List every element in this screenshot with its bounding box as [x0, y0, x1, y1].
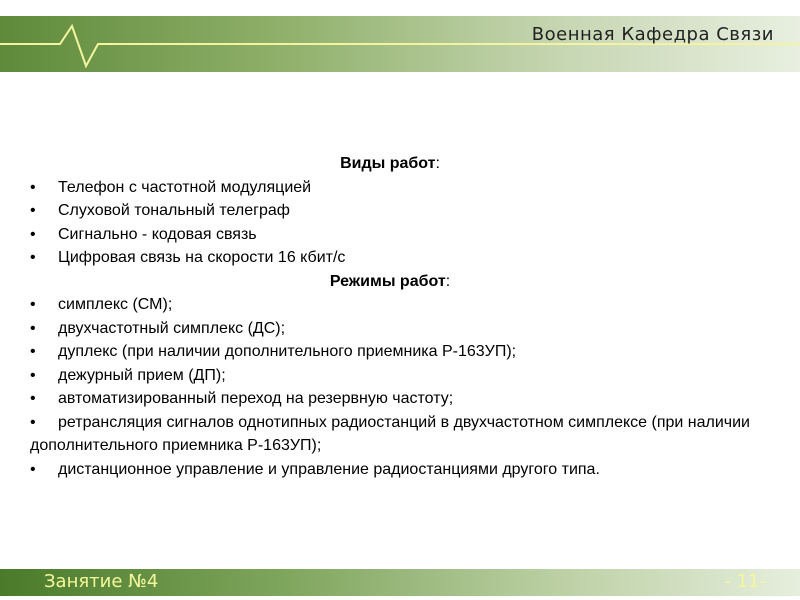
work-types-list	[30, 176, 750, 270]
slide-content	[30, 152, 750, 481]
list-item: • дежурный прием (ДП);	[30, 364, 750, 388]
list-item: • симплекс (СМ);	[30, 293, 750, 317]
list-item: • автоматизированный переход на резервную частоту;	[30, 387, 750, 411]
list-item: • Сигнально - кодовая связь	[30, 223, 750, 247]
heading-work-types-colon: :	[435, 155, 440, 172]
list-item: • двухчастотный симплекс (ДС);	[30, 317, 750, 341]
list-item: • Телефон с частотной модуляцией	[30, 176, 750, 200]
lesson-label: Занятие №4	[44, 571, 159, 592]
footer-bar	[0, 569, 800, 596]
list-item: • дистанционное управление и управление радиостанциями другого типа.	[30, 458, 750, 482]
list-item: • Цифровая связь на скорости 16 кбит/с	[30, 246, 750, 270]
header-title: Военная Кафедра Связи	[531, 24, 774, 45]
list-item: • ретрансляция сигналов однотипных радиостанций в двухчастотном симплексе (при наличии дополнительного приемника Р-163УП);	[30, 411, 750, 458]
heading-modes-colon: :	[445, 272, 451, 290]
heading-work-types-text: Виды работ	[340, 155, 436, 172]
list-item: • Слуховой тональный телеграф	[30, 199, 750, 223]
heading-modes-text: Режимы работ	[329, 272, 446, 290]
heading-work-types	[30, 152, 750, 176]
header-bar	[0, 16, 800, 72]
modes-list	[30, 293, 750, 481]
heading-modes	[30, 270, 750, 294]
page-number: - 11-	[724, 571, 766, 592]
list-item: • дуплекс (при наличии дополнительного приемника Р-163УП);	[30, 340, 750, 364]
